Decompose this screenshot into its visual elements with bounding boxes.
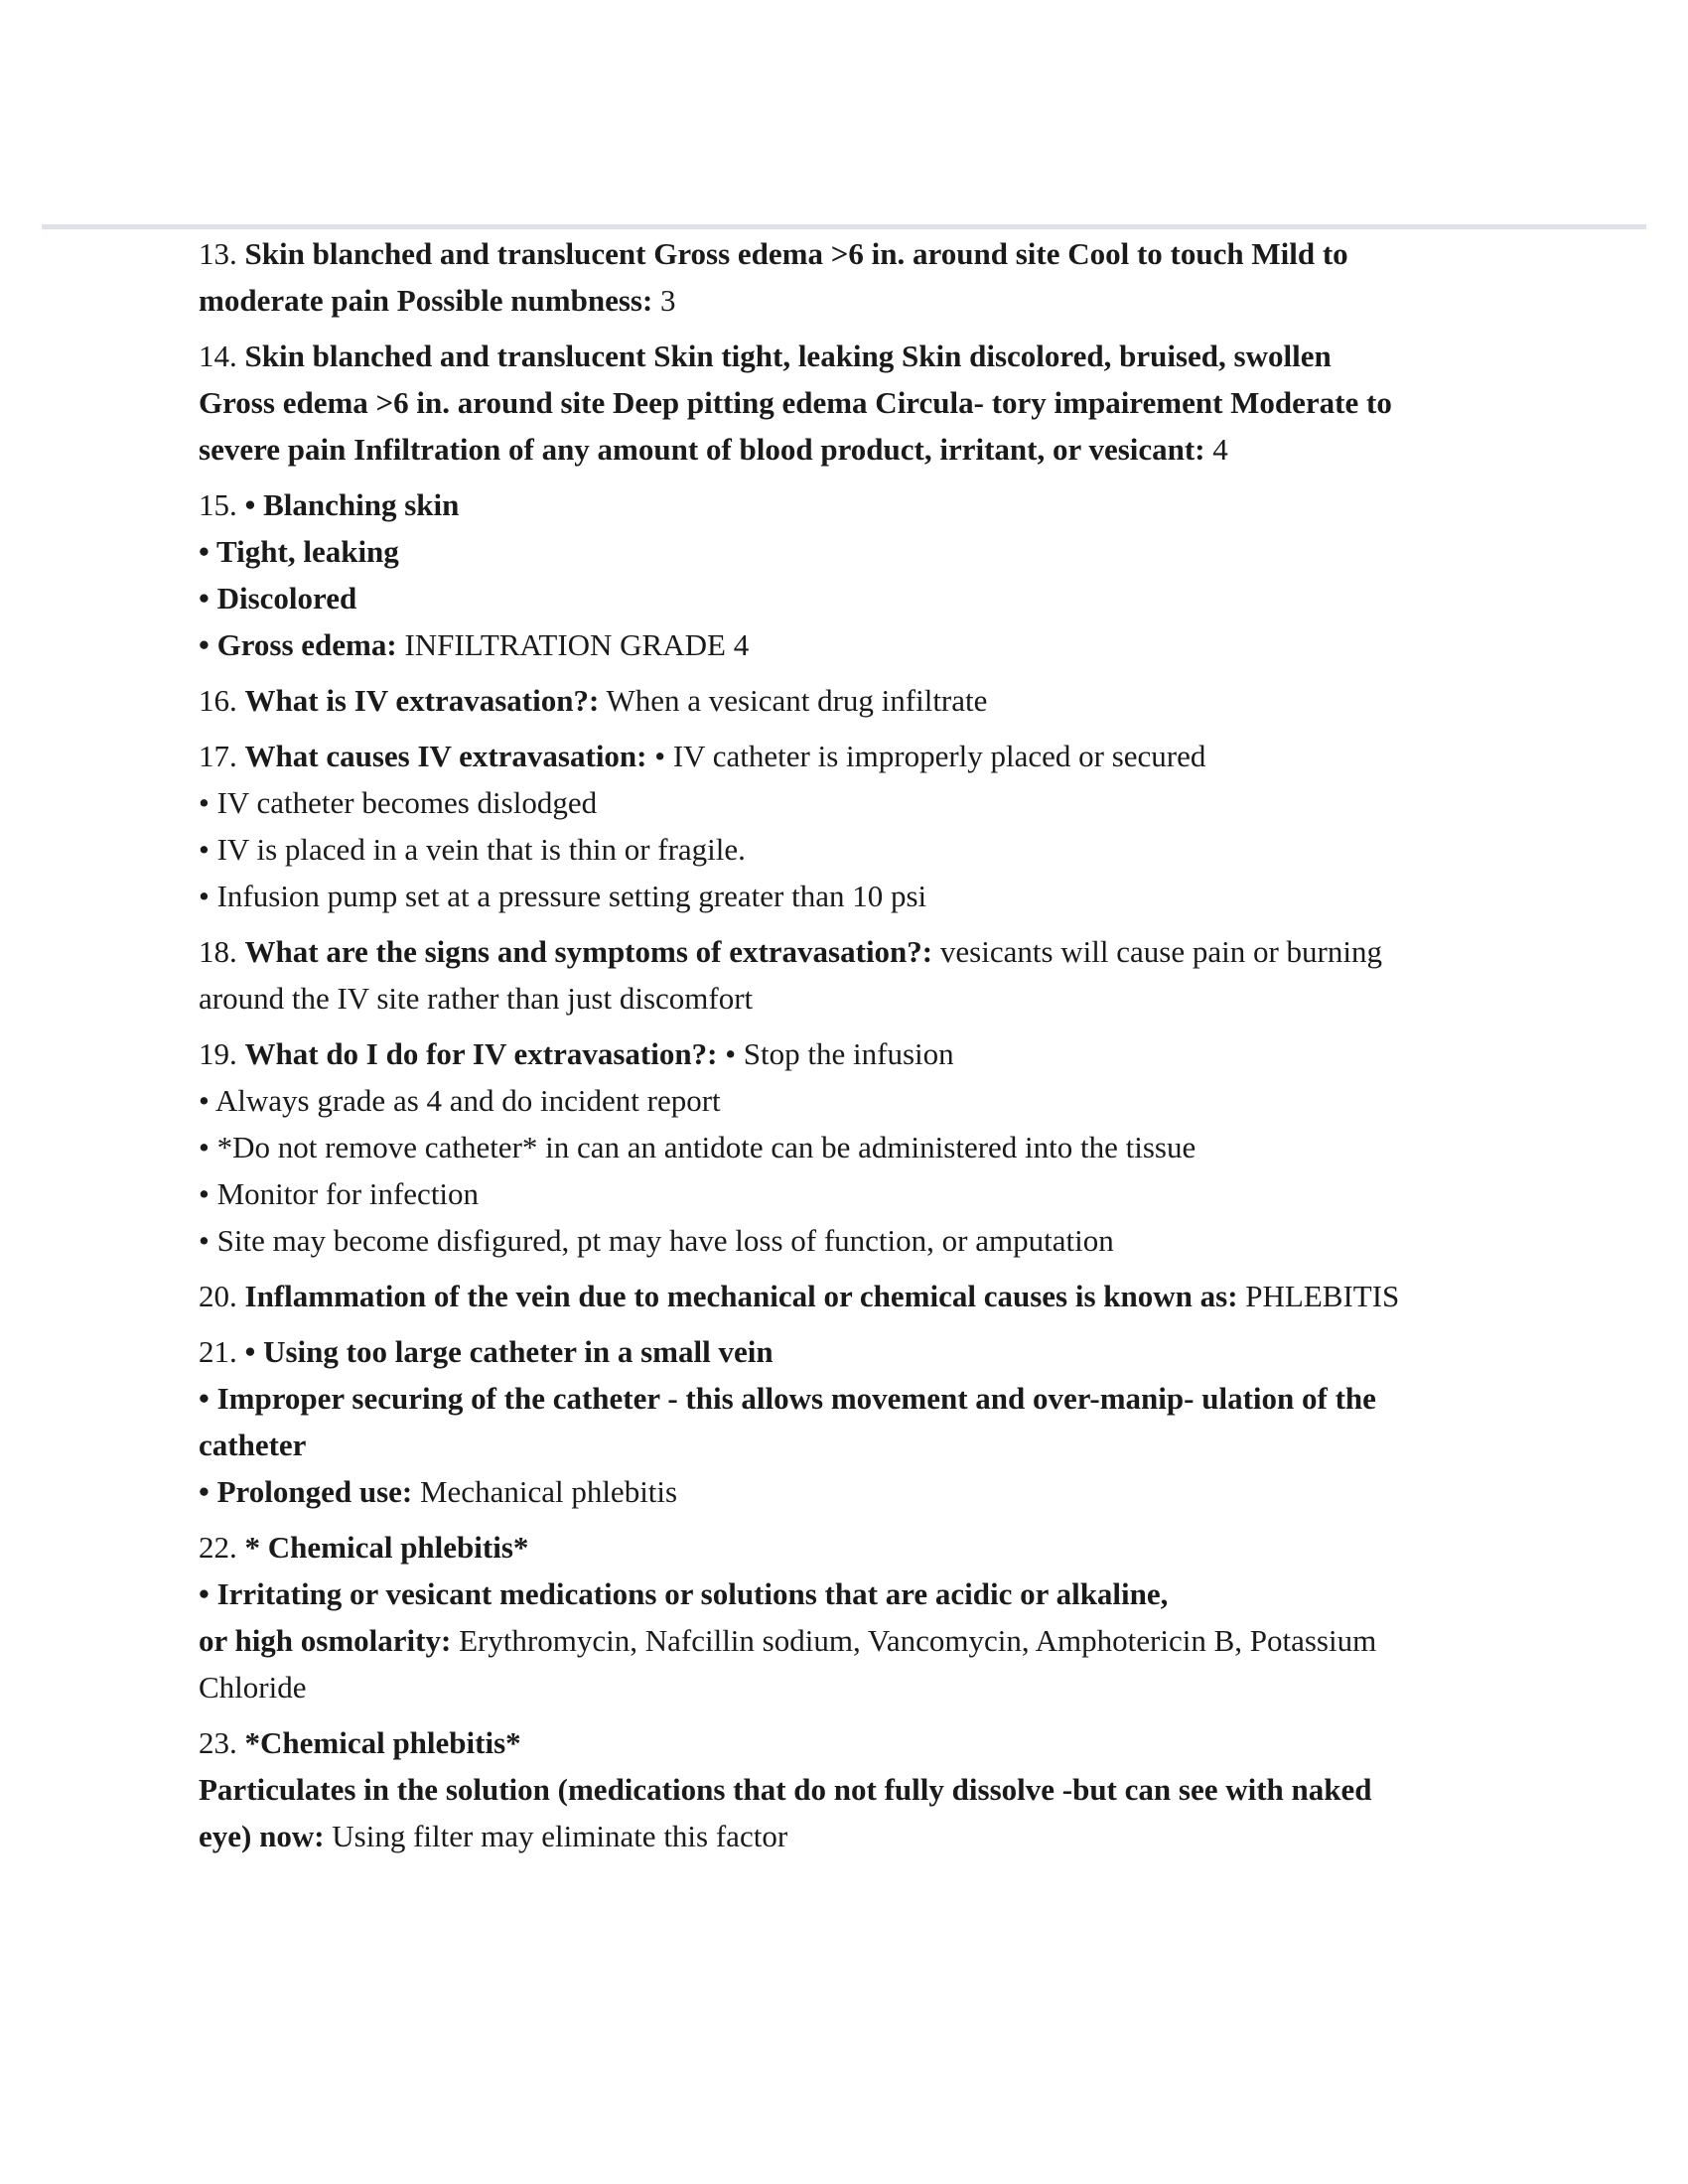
flashcard-entry (199, 481, 1489, 668)
entry-answer: 4 (1204, 432, 1228, 467)
entry-question: • Prolonged use: (199, 1474, 413, 1509)
entry-question: Skin blanched and translucent Gross edema >6 in. around site Cool to touch Mild to (244, 236, 1348, 271)
flashcard-entry (199, 1273, 1489, 1319)
flashcard-entry (199, 1328, 1489, 1515)
entry-answer: • Site may become disfigured, pt may have loss of function, or amputation (199, 1223, 1114, 1258)
entry-question: • Irritating or vesicant medications or solutions that are acidic or alkaline, (199, 1576, 1169, 1611)
flashcard-entry (199, 1030, 1489, 1264)
entry-question: • Using too large catheter in a small vein (244, 1334, 774, 1369)
flashcard-entry (199, 230, 1489, 324)
entry-line (199, 826, 1489, 873)
entry-line (199, 426, 1489, 473)
entry-question: What do I do for IV extravasation?: (244, 1036, 718, 1071)
entry-line (199, 1273, 1489, 1319)
entry-question: • Discolored (199, 581, 357, 615)
entry-answer: • *Do not remove catheter* in can an antidote can be administered into the tissue (199, 1130, 1196, 1164)
entry-line (199, 1077, 1489, 1124)
entry-question: eye) now: (199, 1819, 325, 1853)
entry-line (199, 873, 1489, 919)
entry-question: • Blanching skin (244, 487, 460, 522)
entry-answer: • IV catheter is improperly placed or secured (646, 739, 1206, 773)
entry-answer: Using filter may eliminate this factor (324, 1819, 788, 1853)
entry-line (199, 379, 1489, 426)
entry-line (199, 277, 1489, 324)
entry-question: Gross edema >6 in. around site Deep pitting edema Circula- tory impairement Moderate to (199, 385, 1392, 420)
entry-line (199, 1124, 1489, 1170)
flashcard-entry (199, 1524, 1489, 1710)
entry-question: catheter (199, 1428, 307, 1462)
entry-line (199, 481, 1489, 528)
entry-line (199, 1422, 1489, 1468)
entry-question: severe pain Infiltration of any amount of blood product, irritant, or vesicant: (199, 432, 1205, 467)
entry-number: 17. (199, 739, 237, 773)
entry-question: *Chemical phlebitis* (244, 1725, 521, 1760)
entry-answer: INFILTRATION GRADE 4 (396, 627, 750, 662)
flashcard-entry (199, 677, 1489, 724)
entry-number: 19. (199, 1036, 237, 1071)
entry-number: 23. (199, 1725, 237, 1760)
entry-answer: When a vesicant drug infiltrate (599, 683, 988, 718)
entry-line (199, 1813, 1489, 1859)
entry-line (199, 575, 1489, 621)
flashcard-entry (199, 1719, 1489, 1859)
entry-answer: • Monitor for infection (199, 1176, 480, 1211)
entry-question: What is IV extravasation?: (244, 683, 600, 718)
entry-answer: Erythromycin, Nafcillin sodium, Vancomycin, Amphotericin B, Potassium (451, 1623, 1377, 1658)
entry-number: 13. (199, 236, 237, 271)
entry-answer: 3 (652, 283, 676, 318)
entry-question: * Chemical phlebitis* (244, 1530, 529, 1565)
entry-question: • Improper securing of the catheter - this allows movement and over-manip- ulation of the (199, 1381, 1376, 1416)
flashcard-entry (199, 733, 1489, 919)
entry-line (199, 1524, 1489, 1570)
entry-question: What causes IV extravasation: (244, 739, 647, 773)
entry-answer: • Always grade as 4 and do incident report (199, 1083, 721, 1118)
entry-question: • Gross edema: (199, 627, 397, 662)
entry-line (199, 975, 1489, 1022)
entry-question: moderate pain Possible numbness: (199, 283, 653, 318)
entry-line (199, 1217, 1489, 1264)
entry-line (199, 1719, 1489, 1766)
entry-number: 21. (199, 1334, 237, 1369)
entry-answer: Mechanical phlebitis (412, 1474, 678, 1509)
entry-question: What are the signs and symptoms of extravasation?: (244, 934, 933, 969)
entry-answer: Chloride (199, 1670, 307, 1705)
entry-line (199, 1375, 1489, 1422)
entry-line (199, 779, 1489, 826)
entry-line (199, 677, 1489, 724)
flashcard-entry (199, 333, 1489, 473)
entry-answer: • Infusion pump set at a pressure setting greater than 10 psi (199, 879, 927, 913)
entry-line (199, 1468, 1489, 1515)
entry-number: 22. (199, 1530, 237, 1565)
entry-answer: • IV is placed in a vein that is thin or fragile. (199, 832, 746, 867)
entry-line (199, 1617, 1489, 1664)
entry-line (199, 1170, 1489, 1217)
entry-answer: around the IV site rather than just discomfort (199, 981, 754, 1016)
entry-answer: vesicants will cause pain or burning (932, 934, 1382, 969)
entry-number: 15. (199, 487, 237, 522)
entry-line (199, 1570, 1489, 1617)
entry-line (199, 333, 1489, 379)
entry-number: 16. (199, 683, 237, 718)
entry-answer: PHLEBITIS (1237, 1279, 1400, 1313)
entry-line (199, 1664, 1489, 1710)
entry-answer: • IV catheter becomes dislodged (199, 785, 598, 820)
entry-number: 18. (199, 934, 237, 969)
entry-line (199, 230, 1489, 277)
entry-question: • Tight, leaking (199, 534, 399, 569)
entry-line (199, 1766, 1489, 1813)
entry-question: Inflammation of the vein due to mechanical or chemical causes is known as: (244, 1279, 1238, 1313)
flashcard-list (199, 230, 1489, 1868)
entry-line (199, 928, 1489, 975)
flashcard-entry (199, 928, 1489, 1022)
entry-question: or high osmolarity: (199, 1623, 452, 1658)
entry-question: Particulates in the solution (medications that do not fully dissolve -but can see with naked (199, 1772, 1372, 1807)
entry-line (199, 528, 1489, 575)
entry-answer: • Stop the infusion (717, 1036, 954, 1071)
top-divider (42, 224, 1646, 229)
entry-line (199, 1328, 1489, 1375)
entry-line (199, 1030, 1489, 1077)
entry-line (199, 733, 1489, 779)
entry-question: Skin blanched and translucent Skin tight, leaking Skin discolored, bruised, swollen (244, 339, 1332, 373)
entry-line (199, 621, 1489, 668)
entry-number: 14. (199, 339, 237, 373)
entry-number: 20. (199, 1279, 237, 1313)
